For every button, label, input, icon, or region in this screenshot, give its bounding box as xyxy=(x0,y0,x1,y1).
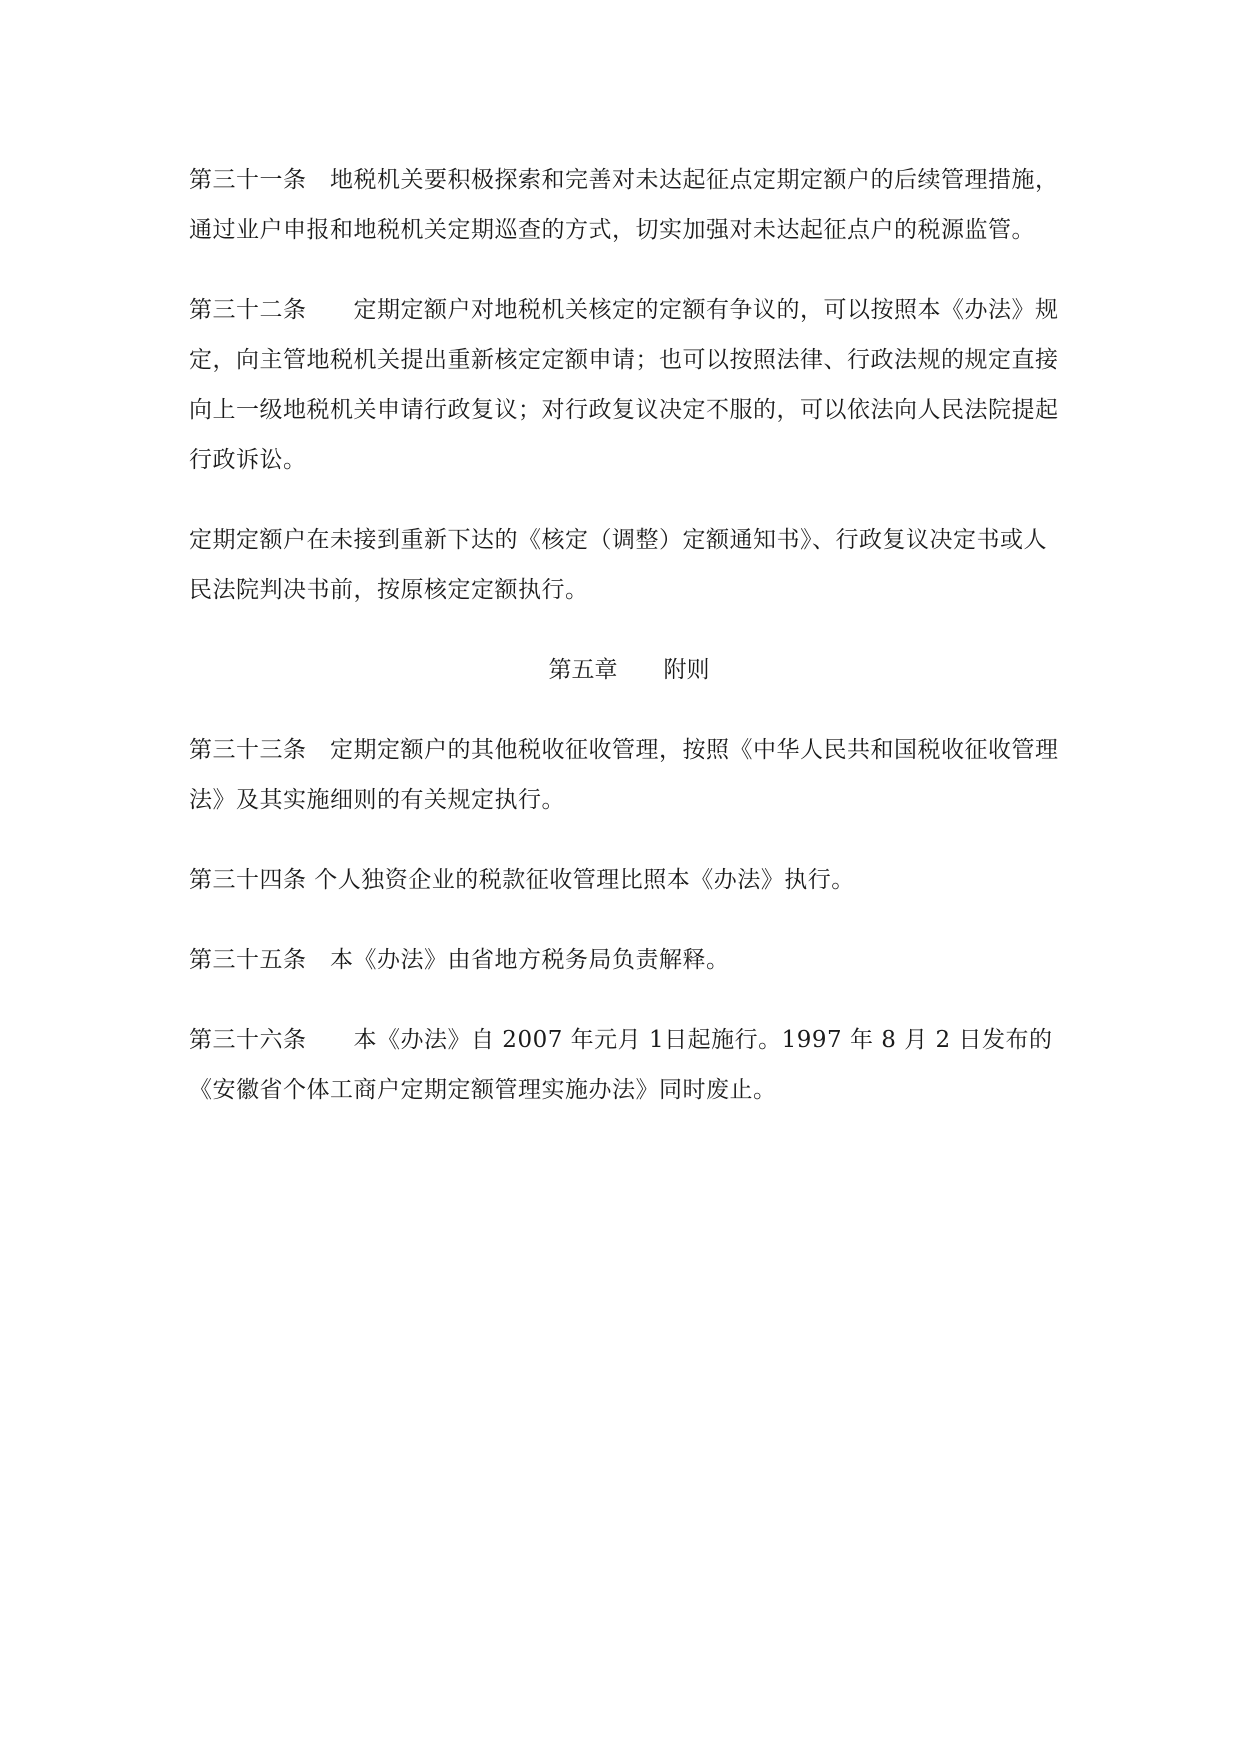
article-36: 第三十六条 本《办法》自 2007 年元月 1日起施行。1997 年 8 月 2 日发布的《安徽省个体工商户定期定额管理实施办法》同时废止。 xyxy=(189,1027,1053,1103)
document-body xyxy=(189,155,1069,1145)
article-31: 第三十一条 地税机关要积极探索和完善对未达起征点定期定额户的后续管理措施，通过业户申报和地税机关定期巡查的方式，切实加强对未达起征点户的税源监管。 xyxy=(189,167,1059,243)
chapter-heading: 第五章 附则 xyxy=(548,657,710,683)
article-32-continuation: 定期定额户在未接到重新下达的《核定（调整）定额通知书》、行政复议决定书或人民法院判决书前，按原核定定额执行。 xyxy=(189,527,1047,603)
article-33: 第三十三条 定期定额户的其他税收征收管理，按照《中华人民共和国税收征收管理法》及其实施细则的有关规定执行。 xyxy=(189,737,1059,813)
article-34: 第三十四条 个人独资企业的税款征收管理比照本《办法》执行。 xyxy=(189,867,855,893)
article-35: 第三十五条 本《办法》由省地方税务局负责解释。 xyxy=(189,947,730,973)
article-32: 第三十二条 定期定额户对地税机关核定的定额有争议的，可以按照本《办法》规定，向主管地税机关提出重新核定定额申请；也可以按照法律、行政法规的规定直接向上一级地税机关申请行政复议；对行政复议决定不服的，可以依法向人民法院提起行政诉讼。 xyxy=(189,297,1059,473)
